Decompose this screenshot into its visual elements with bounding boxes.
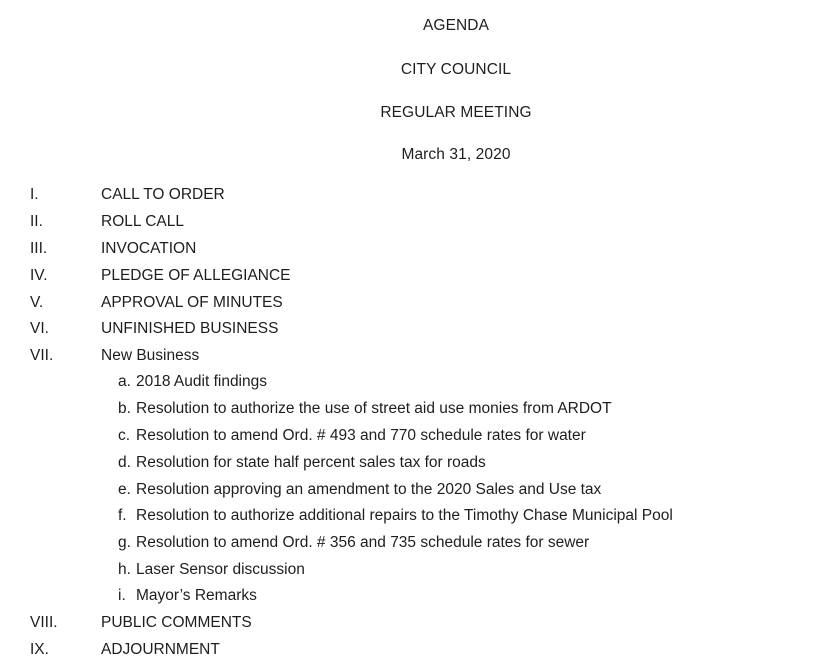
sub-item-text: Resolution for state half percent sales tax for roads bbox=[136, 454, 486, 471]
sub-item-letter: g. bbox=[118, 534, 131, 551]
item-number: IV. bbox=[30, 267, 48, 284]
sub-item-letter: a. bbox=[118, 373, 131, 390]
sub-item-letter: b. bbox=[118, 400, 131, 417]
item-text: PLEDGE OF ALLEGIANCE bbox=[101, 267, 291, 284]
item-number: III. bbox=[30, 240, 48, 257]
sub-item-letter: i. bbox=[118, 587, 126, 604]
item-text: UNFINISHED BUSINESS bbox=[101, 320, 279, 337]
sub-item-text: Laser Sensor discussion bbox=[136, 561, 305, 578]
item-number: IX. bbox=[30, 641, 49, 658]
item-number: V. bbox=[30, 294, 44, 311]
item-text: CALL TO ORDER bbox=[101, 186, 225, 203]
item-text: PUBLIC COMMENTS bbox=[101, 614, 252, 631]
item-text: INVOCATION bbox=[101, 240, 197, 257]
sub-item-letter: f. bbox=[118, 507, 127, 524]
sub-item-text: 2018 Audit findings bbox=[136, 373, 267, 390]
sub-item-letter: e. bbox=[118, 481, 131, 498]
item-number: VI. bbox=[30, 320, 49, 337]
meeting-type: REGULAR MEETING bbox=[380, 104, 532, 121]
sub-item-text: Resolution to amend Ord. # 356 and 735 schedule rates for sewer bbox=[136, 534, 590, 551]
agenda-title: AGENDA bbox=[422, 17, 490, 34]
sub-item-text: Resolution to amend Ord. # 493 and 770 schedule rates for water bbox=[136, 427, 586, 444]
item-text: ROLL CALL bbox=[101, 213, 184, 230]
item-number: VIII. bbox=[30, 614, 58, 631]
item-text: New Business bbox=[101, 347, 200, 364]
sub-item-letter: c. bbox=[118, 427, 131, 444]
sub-item-text: Resolution to authorize the use of street aid use monies from ARDOT bbox=[136, 400, 612, 417]
sub-item-letter: d. bbox=[118, 454, 131, 471]
sub-item-text: Resolution approving an amendment to the 2020 Sales and Use tax bbox=[136, 481, 602, 498]
item-number: II. bbox=[30, 213, 43, 230]
council-name: CITY COUNCIL bbox=[400, 61, 512, 78]
item-number: VII. bbox=[30, 347, 54, 364]
item-text: APPROVAL OF MINUTES bbox=[101, 294, 283, 311]
item-number: I. bbox=[30, 186, 39, 203]
meeting-date: March 31, 2020 bbox=[401, 146, 511, 163]
sub-item-text: Mayor’s Remarks bbox=[136, 587, 257, 604]
sub-item-text: Resolution to authorize additional repairs to the Timothy Chase Municipal Pool bbox=[136, 507, 673, 524]
sub-item-letter: h. bbox=[118, 561, 131, 578]
item-text: ADJOURNMENT bbox=[101, 641, 220, 658]
